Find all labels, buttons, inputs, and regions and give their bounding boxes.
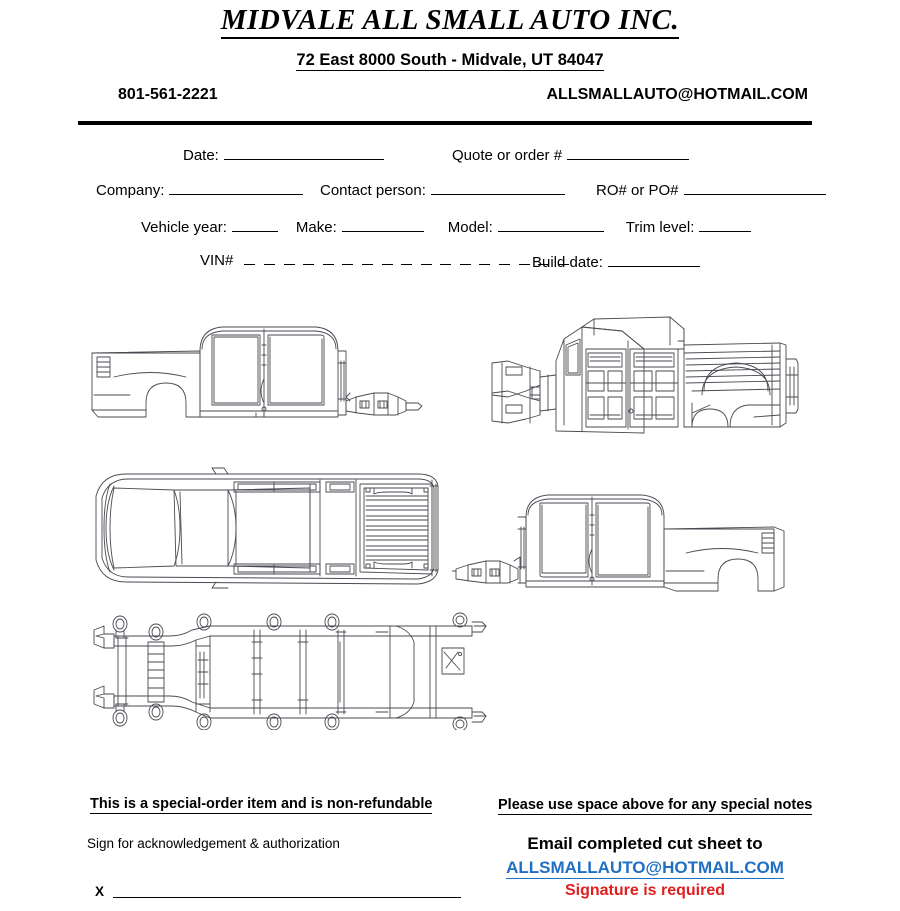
field-make-label: Make:: [295, 219, 337, 236]
vin-character-slot[interactable]: [303, 264, 314, 265]
field-ro-po: [596, 180, 828, 199]
diagram-passenger-side-cab-and-bed-view: [452, 487, 800, 607]
field-trim-level-label: Trim level:: [625, 219, 695, 236]
vin-character-slot[interactable]: [362, 264, 373, 265]
sign-instruction: Sign for acknowledgement & authorization: [87, 836, 340, 851]
field-company-input[interactable]: [169, 180, 303, 195]
vin-character-slot[interactable]: [382, 264, 393, 265]
diagram-overhead-plan-view: [88, 466, 446, 590]
field-date-input[interactable]: [224, 145, 384, 160]
vin-character-slot[interactable]: [264, 264, 275, 265]
signature-required-warning: Signature is required: [564, 882, 726, 899]
field-model-input[interactable]: [498, 217, 604, 232]
special-notes-notice: [498, 797, 812, 813]
field-contact-person-input[interactable]: [431, 180, 565, 195]
signature-x-marker: X: [95, 884, 105, 899]
field-quote-order-input[interactable]: [567, 145, 689, 160]
field-vin: [200, 252, 569, 269]
field-vehicle-year-label: Vehicle year:: [141, 219, 227, 236]
header-divider-rule: [78, 121, 812, 125]
special-notes-notice-text: Please use space above for any special notes: [498, 797, 813, 813]
field-contact-person: [320, 180, 567, 199]
vin-character-slot[interactable]: [421, 264, 432, 265]
diagram-ladder-frame-chassis-plan-view: [92, 612, 492, 730]
field-build-date-label: Build date:: [532, 254, 603, 271]
vin-character-slot[interactable]: [244, 264, 255, 265]
field-build-date: [532, 252, 702, 271]
field-vin-input[interactable]: [244, 264, 569, 266]
vin-character-slot[interactable]: [440, 264, 451, 265]
vin-character-slot[interactable]: [323, 264, 334, 265]
field-model-label: Model:: [447, 219, 493, 236]
vin-character-slot[interactable]: [342, 264, 353, 265]
field-vehicle-year-input[interactable]: [232, 217, 278, 232]
company-phone: 801-561-2221: [118, 86, 218, 103]
field-vin-label: VIN#: [200, 252, 234, 269]
field-company: [96, 180, 305, 199]
vin-character-slot[interactable]: [519, 264, 530, 265]
field-quote-order: [452, 145, 691, 164]
field-contact-person-label: Contact person:: [320, 182, 426, 199]
diagram-rear-three-quarter-cutaway-view: [486, 305, 816, 447]
field-date: [183, 145, 386, 164]
field-date-label: Date:: [183, 147, 219, 164]
diagram-driver-side-cab-and-bed-view: [88, 305, 428, 440]
special-order-notice-text: This is a special-order item and is non-refundable: [90, 796, 433, 812]
field-build-date-input[interactable]: [608, 252, 700, 267]
field-make-input[interactable]: [342, 217, 424, 232]
signature-line-input[interactable]: [113, 897, 461, 898]
field-quote-order-label: Quote or order #: [452, 147, 563, 164]
vin-character-slot[interactable]: [479, 264, 490, 265]
field-trim-level-input[interactable]: [699, 217, 751, 232]
vin-character-slot[interactable]: [499, 264, 510, 265]
special-order-notice: [90, 796, 432, 812]
company-address-text: 72 East 8000 South - Midvale, UT 84047: [296, 51, 604, 69]
company-address: [0, 51, 900, 70]
company-title: [0, 4, 900, 37]
field-ro-po-label: RO# or PO#: [596, 182, 679, 199]
vin-character-slot[interactable]: [284, 264, 295, 265]
field-vehicle-row: [141, 217, 753, 236]
email-link-text[interactable]: ALLSMALLAUTO@HOTMAIL.COM: [506, 858, 784, 877]
vin-character-slot[interactable]: [460, 264, 471, 265]
company-email-header: ALLSMALLAUTO@HOTMAIL.COM: [546, 86, 808, 103]
vin-character-slot[interactable]: [401, 264, 412, 265]
field-ro-po-input[interactable]: [684, 180, 826, 195]
field-company-label: Company:: [96, 182, 165, 199]
company-title-text: MIDVALE ALL SMALL AUTO INC.: [221, 4, 680, 39]
email-link[interactable]: [500, 858, 790, 878]
email-instruction: Email completed cut sheet to: [527, 834, 763, 853]
